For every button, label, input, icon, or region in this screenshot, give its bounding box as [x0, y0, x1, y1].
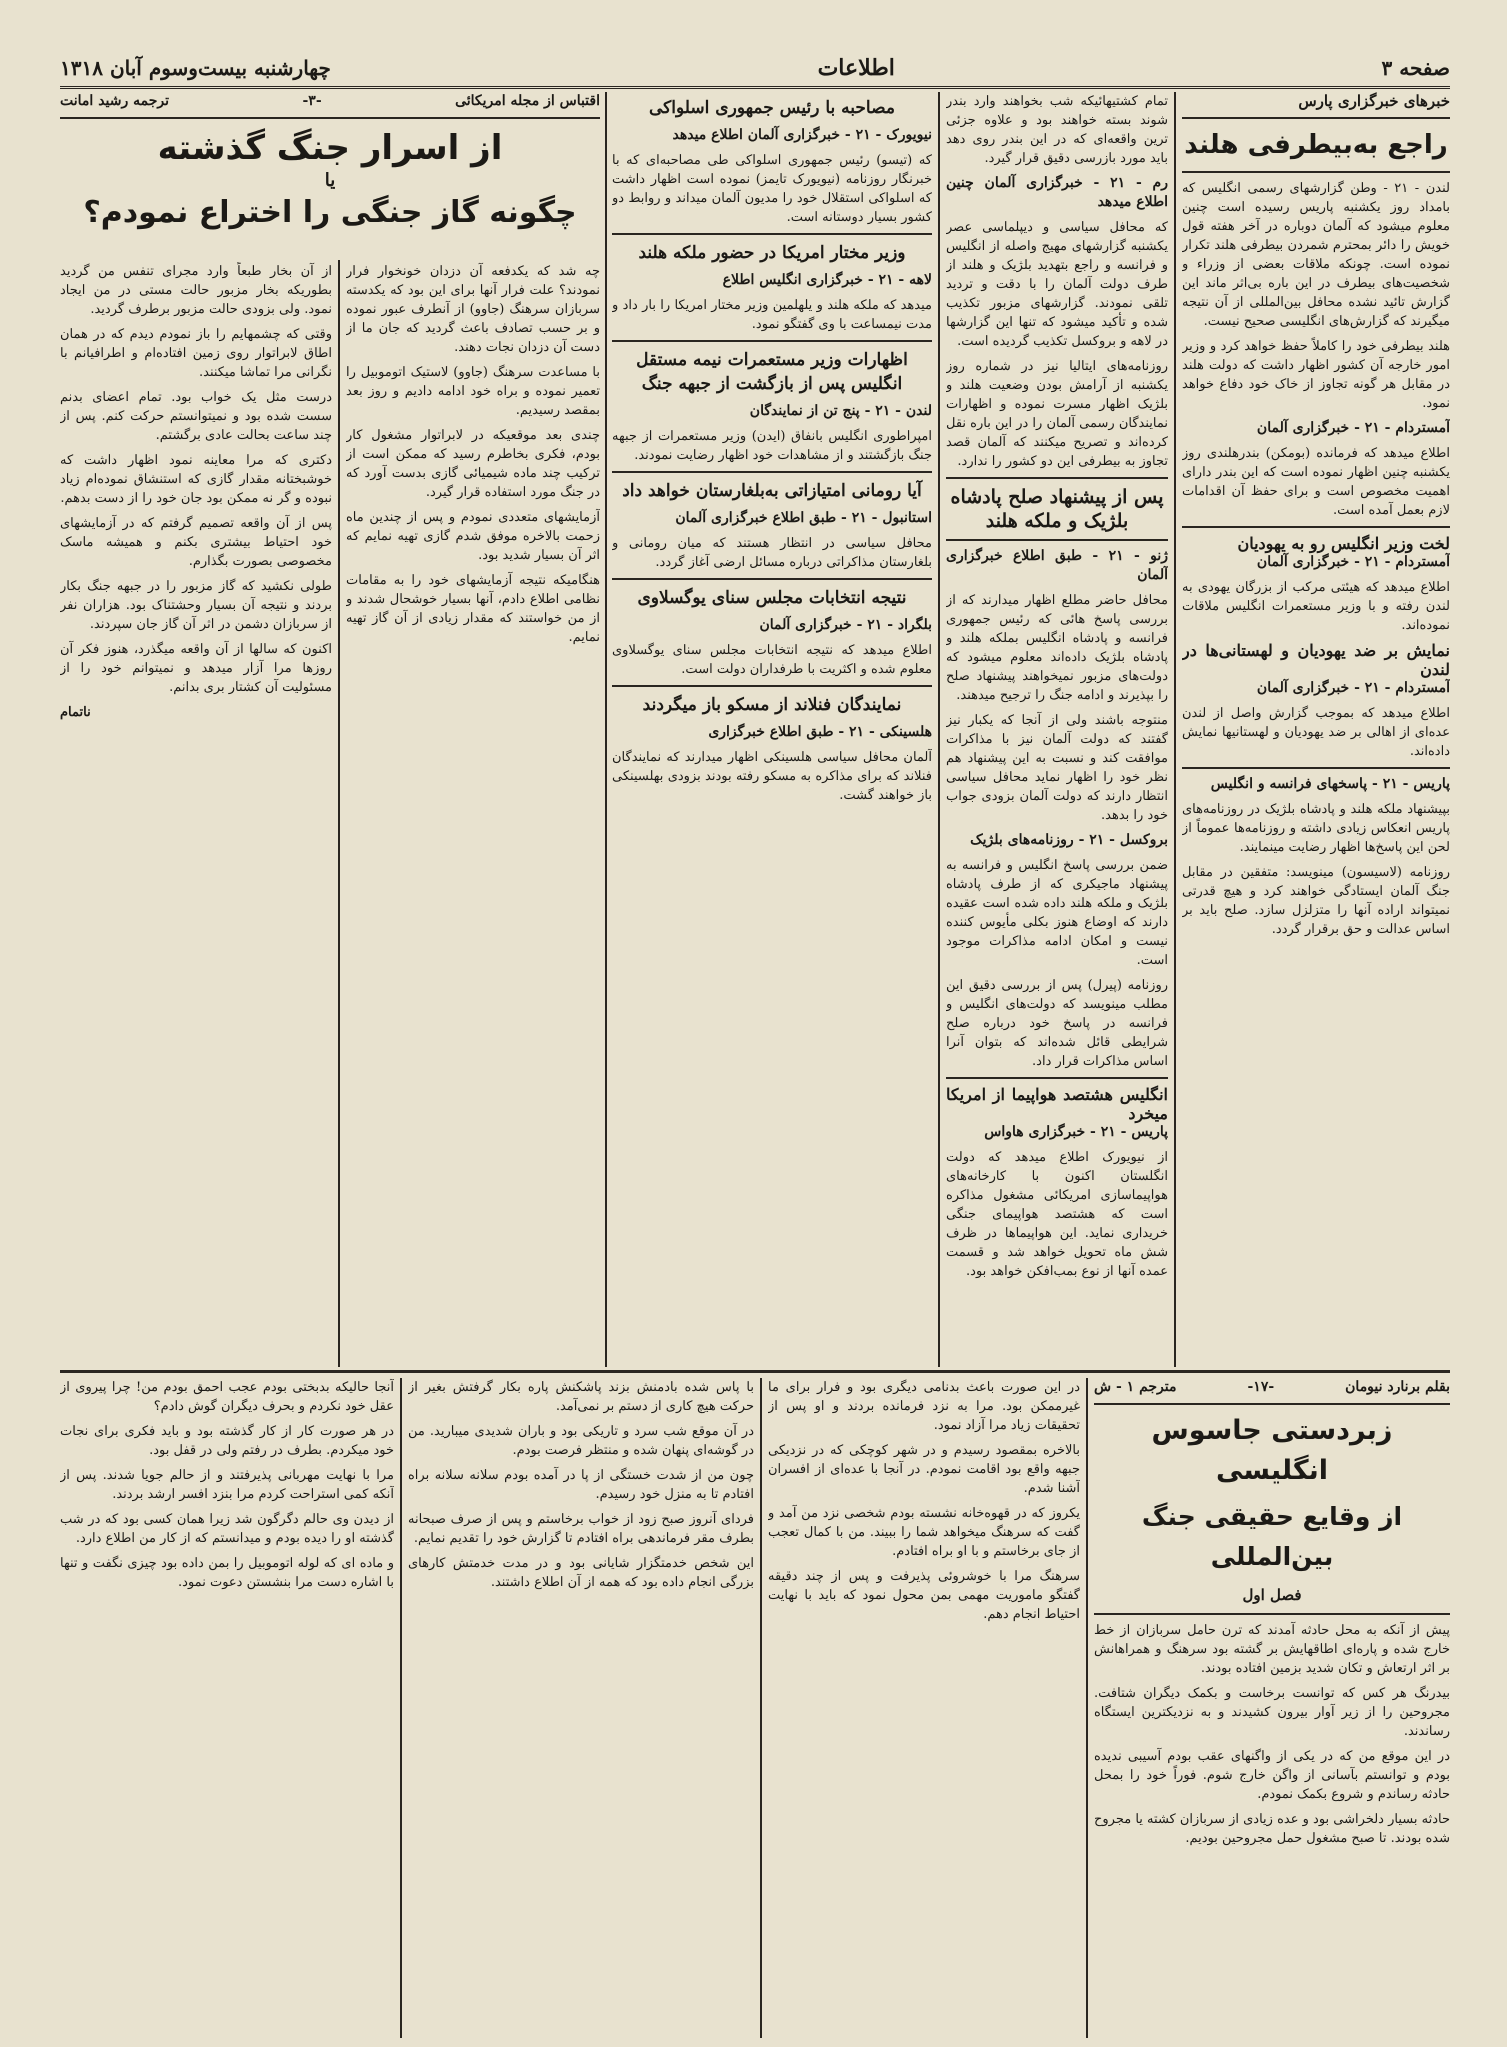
article-paragraph: و ماده ای که لوله اتوموبیل را بمن داده بود چیزی نگفت و تنها با اشاره دست مرا بنشستن دعوت نمود. — [60, 1556, 394, 1590]
dateline: لاهه - ۲۱ - خبرگزاری انگلیس اطلاع — [722, 272, 932, 288]
serial-column-4 — [60, 1378, 394, 2038]
serial-column-1 — [1094, 1378, 1450, 2038]
column-rule — [938, 92, 940, 1367]
article-paragraph: با مساعدت سرهنگ (جاوو) لاستیک اتوموبیل را تعمیر نموده و براه خود ادامه دادیم و روز بعد بمقصد رسیدیم. — [346, 365, 600, 418]
column-rule — [1174, 92, 1176, 1367]
column-rule — [760, 1378, 762, 2038]
serial-chapter: فصل اول — [1242, 1586, 1302, 1604]
article-headline: پس از پیشنهاد صلح پادشاه بلژیک و ملکه هلند — [950, 486, 1164, 532]
dateline: نیویورک - ۲۱ - خبرگزاری آلمان اطلاع میدهد — [672, 127, 932, 143]
news-column-1 — [1182, 92, 1450, 1367]
article-paragraph: فردای آنروز صبح زود از خواب برخاستم و پس از صرف صبحانه بطرف مقر فرماندهی براه افتادم تا گزارش خود را تقدیم نمایم. — [408, 1512, 754, 1546]
article-paragraph: بالاخره بمقصود رسیدم و در شهر کوچکی که در نزدیکی جبهه واقع بود اقامت نمودم. در آنجا با عده‌ای از افسران آشنا شدم. — [768, 1443, 1080, 1496]
article-paragraph: دکتری که مرا معاینه نمود اظهار داشت که خوشبختانه مقدار گازی که استنشاق نموده‌ام زیاد نبوده و گر نه ممکن بود جان خود را از دست بدهم. — [60, 453, 332, 506]
article-paragraph: هنگامیکه نتیجه آزمایشهای خود را به مقامات نظامی اطلاع دادم، آنها بسیار خوشحال شدند و از من خواستند که مقدار زیادی از آن گاز تهیه نمایم. — [346, 573, 600, 645]
dateline: پاریس - ۲۱ - خبرگزاری هاواس — [984, 1124, 1168, 1140]
column-rule — [400, 1378, 402, 2038]
article-paragraph: اطلاع میدهد که نتیجه انتخابات مجلس سنای یوگسلاوی معلوم شده و اکثریت با طرفداران دولت است. — [612, 643, 932, 677]
article-paragraph: آزمایشهای متعددی نمودم و پس از چندین ماه زحمت بالاخره موفق شدم گازی تهیه نمایم که اثر آن بسیار شدید بود. — [346, 510, 600, 563]
dateline: بروکسل - ۲۱ - روزنامه‌های بلژیک — [970, 832, 1168, 848]
serial-title: زبردستی جاسوس انگلیسی — [1151, 1415, 1393, 1486]
feature-source: اقتباس از مجله امریکائی — [455, 93, 600, 109]
article-paragraph: بپیشنهاد ملکه هلند و پادشاه بلژیک در روزنامه‌های پاریس انعکاس زیادی داشته و روزنامه‌ها عموماً از لحن این پاسخ‌ها اظهار رضایت مینمایند. — [1182, 802, 1450, 855]
article-paragraph: منتوجه باشند ولی از آنجا که یکبار نیز گفتند که دولت آلمان نیز با مذاکرات موافقت کند و نسبت به این پیشنهاد هم نظر خود را اظهار نماید محافل سیاسی انتظار دارند که دولت آلمان بزودی جواب خود را بدهد. — [946, 713, 1168, 823]
article-paragraph: از دیدن وی حالم دگرگون شد زیرا همان کسی بود که در شب گذشته او را دیده بودم و میدانستم که از کار من اطلاع دارد. — [60, 1512, 394, 1546]
article-paragraph: اطلاع میدهد که بموجب گزارش واصل از لندن عده‌ای از اهالی بر ضد یهودیان و لهستانیها نمایش داده‌اند. — [1182, 706, 1450, 759]
article-headline: لخت وزیر انگلیس رو به یهودیان — [1237, 534, 1450, 553]
article-paragraph: تمام کشتیهائیکه شب بخواهند وارد بندر شوند بسته خواهند بود و علاوه جزئی ترین واقعه‌ای که در این بندر روی دهد باید مورد بازرسی دقیق قرار گیرد. — [946, 94, 1168, 166]
article-paragraph: یکروز که در قهوه‌خانه نشسته بودم شخصی نزد من آمد و گفت که سرهنگ میخواهد شما را ببیند. من با کمال تعجب از جای برخاستم و با او براه افتادم. — [768, 1506, 1080, 1559]
dateline: هلسینکی - ۲۱ - طبق اطلاع خبرگزاری — [708, 724, 932, 740]
article-paragraph: پیش از آنکه به محل حادثه آمدند که ترن حامل سربازان از خط خارج شده و پاره‌ای اطاقهایش بر گشته بود سرهنگ و همراهانش بر اثر ارتعاش و تکان شدید بزمین افتاده بودند. — [1094, 1623, 1450, 1676]
article-paragraph: روزنامه‌های ایتالیا نیز در شماره روز یکشنبه از آرامش بودن وضعیت هلند و بلژیک اظهار مسرت نموده و اظهارات نمایندگان رسمی آلمان را در این باره نقل کرده‌اند و تصریح میکنند که آلمان قصد تجاوز به بیطرفی این دو کشور را ندارد. — [946, 359, 1168, 469]
dateline: آمستردام - ۲۱ - خبرگزاری آلمان — [1256, 420, 1450, 436]
article-paragraph: هلند بیطرفی خود را کاملاً حفظ خواهد کرد و وزیر امور خارجه آن کشور اظهار داشت که دولت هلند در مقابل هر گونه تجاوز از خاک خود دفاع خواهد نمود. — [1182, 339, 1450, 411]
article-headline: نمایش بر ضد یهودیان و لهستانی‌ها در لندن — [1182, 641, 1450, 679]
article-paragraph: از آن بخار طبعاً وارد مجرای تنفس من گردید بطوریکه بخار مزبور حالت مستی در من ایجاد نمود. ولی بزودی حالت مزبور برطرف گردید. — [60, 264, 332, 317]
article-paragraph: مرا با نهایت مهربانی پذیرفتند و از حالم جویا شدند. پس از آنکه کمی استراحت کردم مرا بنزد افسر ارشد بردند. — [60, 1468, 394, 1502]
article-paragraph: آنجا حالیکه بدبختی بودم عجب احمق بودم من! چرا پیروی از عقل خود نکردم و بحرف دیگران گوش دادم؟ — [60, 1380, 394, 1414]
article-paragraph: از نیویورک اطلاع میدهد که دولت انگلستان اکنون با کارخانه‌های هواپیماسازی امریکائی مشغول مذاکره است که هشتصد هواپیمای جنگی خریداری نماید. این هواپیماها در ظرف شش ماه تحویل خواهد شد و قسمت عمده آنها از نوع بمب‌افکن خواهد بود. — [946, 1150, 1168, 1279]
feature-column-1 — [346, 262, 600, 1367]
dateline: آمستردام - ۲۱ - خبرگزاری آلمان — [1256, 554, 1450, 570]
feature-subtitle: چگونه گاز جنگی را اختراع نمودم؟ — [83, 195, 577, 230]
article-paragraph: لندن - ۲۱ - وطن گزارشهای رسمی انگلیس که بامداد روز یکشنبه پاریس رسیده است چنین معلوم میشود که آلمان دوباره در آخر هفته قول خویش را دائر بمحترم شمردن بیطرفی هلند تکرار نموده است. چونکه ملاقات بعضی از وزراء و شخصیت‌های بیطرف در این باره بی‌اثر ماند این گزارش تائید نشده محافل بین‌المللی از آن نتیجه میگیرند که گزارش‌های انگلیسی صحیح نیست. — [1182, 181, 1450, 329]
feature-connector: یا — [324, 170, 336, 191]
article-paragraph: محافل حاضر مطلع اظهار میدارند که از بررسی پاسخ هائی که رئیس جمهوری فرانسه و پادشاه انگلیس بملکه هلند و پادشاه بلژیک داده‌اند معلوم میشود که دولت‌های مزبور نمیخواهند پیشنهاد صلح را بپذیرند و ادامه جنگ را ترجیح میدهند. — [946, 593, 1168, 703]
article-headline: اظهارات وزیر مستعمرات نیمه مستقل انگلیس پس از بازگشت از جبهه جنگ — [636, 350, 908, 394]
news-column-2 — [946, 92, 1168, 1367]
article-paragraph: سرهنگ مرا با خوشروئی پذیرفت و پس از چند دقیقه گفتگو ماموریت مهمی بمن محول نمود که باید با نهایت احتیاط انجام دهم. — [768, 1569, 1080, 1622]
article-paragraph: در هر صورت کار از کار گذشته بود و باید فکری برای نجات خود میکردم. بطرف در رفتم ولی در قفل بود. — [60, 1424, 394, 1458]
article-paragraph: آلمان محافل سیاسی هلسینکی اظهار میدارند که نمایندگان فنلاند که برای مذاکره به مسکو رفته بودند بزودی بهلسینکی باز خواهند گشت. — [612, 750, 932, 803]
article-headline: وزیر مختار امریکا در حضور ملکه هلند — [638, 243, 906, 263]
serial-author: بقلم برنارد نیومان — [1345, 1379, 1450, 1395]
serial-column-3 — [408, 1378, 754, 2038]
article-paragraph: محافل سیاسی در انتظار هستند که میان رومانی و بلغارستان مذاکراتی درباره مسائل ارضی آغاز گردد. — [612, 536, 932, 570]
article-paragraph: ضمن بررسی پاسخ انگلیس و فرانسه به پیشنهاد ماجیکری که از طرف پادشاه بلژیک و ملکه هلند داده شده است عقیده دارند که اوضاع هنوز بکلی مأیوس کننده نیست و امکان ادامه مذاکرات موجود است. — [946, 858, 1168, 968]
article-paragraph: اطلاع میدهد که هیئتی مرکب از بزرگان یهودی به لندن رفته و با وزیر مستعمرات انگلیس ملاقات نموده‌اند. — [1182, 580, 1450, 633]
dateline: بلگراد - ۲۱ - خبرگزاری آلمان — [759, 617, 932, 633]
issue-date: چهارشنبه بیست‌وسوم آبان ۱۳۱۸ — [60, 56, 331, 80]
dateline: رم - ۲۱ - خبرگزاری آلمان چنین اطلاع میدهد — [946, 175, 1168, 210]
article-paragraph: این شخص خدمتگزار شایانی بود و در مدت خدمتش کارهای بزرگی انجام داده بود که همه از آن اطلاع داشتند. — [408, 1556, 754, 1590]
column-rule — [1086, 1378, 1088, 2038]
feature-part: -۳- — [302, 93, 322, 109]
article-headline: مصاحبه با رئیس جمهوری اسلواکی — [649, 98, 895, 118]
article-paragraph: حادثه بسیار دلخراشی بود و عده زیادی از سربازان کشته یا مجروح شده بودند. تا صبح مشغول حمل مجروحین بودیم. — [1094, 1812, 1450, 1846]
article-paragraph: اطلاع میدهد که فرمانده (بومکن) بندرهلندی روز یکشنبه چنین اظهار نموده است که این بندر دارای اهمیت مخصوص است و برای حفظ آن اقدامات لازم بعمل آمده است. — [1182, 446, 1450, 518]
dateline: استانبول - ۲۱ - طبق اطلاع خبرگزاری آلمان — [675, 510, 932, 526]
serial-translator: مترجم ۱ - ش — [1094, 1379, 1177, 1395]
article-paragraph: امپراطوری انگلیس بانفاق (ایدن) وزیر مستعمرات از جبهه جنگ بازگشتند و از مشاهدات خود اظهار رضایت نمودند. — [612, 429, 932, 463]
article-headline: آیا رومانی امتیازاتی به‌بلغارستان خواهد داد — [622, 481, 922, 501]
continued-mark: ناتمام — [60, 705, 91, 720]
dateline: ژنو - ۲۱ - طبق اطلاع خبرگزاری آلمان — [946, 548, 1168, 583]
article-paragraph: روزنامه (پیرل) پس از بررسی دقیق این مطلب مینویسد که دولت‌های انگلیس و فرانسه در پاسخ خود درباره صلح شرایطی قائل شده‌اند که بتوان آنرا اساس مذاکرات قرار داد. — [946, 978, 1168, 1069]
serial-subtitle: از وقایع حقیقی جنگ بین‌المللی — [1141, 1502, 1403, 1571]
page-number: صفحه ۳ — [1381, 56, 1450, 80]
news-column-3 — [612, 92, 932, 1367]
feature-header — [60, 92, 600, 257]
article-paragraph: میدهد که ملکه هلند و یلهلمین وزیر مختار امریکا را بار داد و مدت نیمساعت با وی گفتگو نمود. — [612, 298, 932, 332]
article-paragraph: اکنون که سالها از آن واقعه میگذرد، هنوز فکر آن روزها مرا آزار میدهد و نمیتوانم خود را از مسئولیت آن کشتار بری بدانم. — [60, 642, 332, 695]
dateline: پاریس - ۲۱ - پاسخهای فرانسه و انگلیس — [1210, 776, 1450, 792]
article-paragraph: پس از آن واقعه تصمیم گرفتم که در آزمایشهای خود احتیاط بیشتری بکنم و همیشه ماسک مخصوصی بصورت بگذارم. — [60, 516, 332, 569]
article-paragraph: چون من از شدت خستگی از پا در آمده بودم سلانه سلانه براه افتادم تا به منزل خود رسیدم. — [408, 1468, 754, 1502]
feature-title: از اسرار جنگ گذشته — [157, 128, 503, 168]
article-paragraph: چندی بعد موقعیکه در لابراتوار مشغول کار بودم، فکری بخاطرم رسید که ممکن است از ترکیب چند ماده شیمیائی گازی بدست آورد که در جنگ مورد استفاده قرار گیرد. — [346, 428, 600, 500]
article-paragraph: وقتی که چشمهایم را باز نمودم دیدم که در همان اطاق لابراتوار روی زمین افتاده‌ام و اطرافیانم با نگرانی مرا تماشا میکنند. — [60, 327, 332, 380]
article-paragraph: در این صورت باعث بدنامی دیگری بود و فرار برای ما غیرممکن بود. مرا به نزد فرمانده بردند و او پس از تحقیقات زیاد مرا آزاد نمود. — [768, 1380, 1080, 1433]
dateline: لندن - ۲۱ - پنج تن از نمایندگان — [749, 403, 932, 419]
article-paragraph: با پاس شده بادمنش بزند پاشکنش پاره بکار گرفتش بغیر از حرکت هیچ کاری از دستم بر نمی‌آمد. — [408, 1380, 754, 1414]
feature-translator: ترجمه رشید امانت — [60, 93, 170, 109]
serial-column-2 — [768, 1378, 1080, 2038]
article-paragraph: طولی نکشید که گاز مزبور را در جبهه جنگ بکار بردند و نتیجه آن بسیار وحشتناک بود. هزاران نفر از سربازان دشمن در اثر آن گاز جان سپردند. — [60, 579, 332, 632]
article-paragraph: روزنامه (لاسیسون) مینویسد: متفقین در مقابل جنگ آلمان ایستادگی خواهند کرد و هیچ قدرتی نمیتواند اراده آنها را متزلزل سازد. صلح باید بر اساس عدالت و حق برقرار گردد. — [1182, 865, 1450, 937]
article-headline: راجع به‌بیطرفی هلند — [1184, 130, 1448, 160]
column-rule — [338, 260, 340, 1367]
newspaper-title: اطلاعات — [817, 55, 895, 81]
dateline: آمستردام - ۲۱ - خبرگزاری آلمان — [1256, 680, 1450, 696]
article-paragraph: درست مثل یک خواب بود. تمام اعضای بدنم سست شده بود و نمیتوانستم حرکت کنم. پس از چند ساعت بحالت عادی برگشتم. — [60, 390, 332, 443]
article-headline: نمایندگان فنلاند از مسکو باز میگردند — [642, 695, 902, 715]
article-paragraph: در آن موقع شب سرد و تاریکی بود و باران شدیدی میبارید. من در گوشه‌ای پنهان شده و منتظر فرصت بودم. — [408, 1424, 754, 1458]
article-headline: نتیجه انتخابات مجلس سنای یوگسلاوی — [637, 588, 907, 608]
article-paragraph: که (تیسو) رئیس جمهوری اسلواکی طی مصاحبه‌ای که با خبرنگار روزنامه (نیویورک تایمز) نموده است اظهار داشت که اسلواکی استقلال خود را مدیون آلمان میداند و روابط دو کشور بسیار دوستانه است. — [612, 153, 932, 225]
article-paragraph: بیدرنگ هر کس که توانست برخاست و بکمک دیگران شتافت. مجروحین را از زیر آوار بیرون کشیدند و به نزدیکترین ایستگاه رساندند. — [1094, 1686, 1450, 1739]
article-paragraph: چه شد که یکدفعه آن دزدان خونخوار فرار نمودند؟ علت فرار آنها برای این بود که یکدسته سربازان سرهنگ (جاوو) از آنطرف عبور نموده و بر حسب تصادف باعث گردید که جان ما از دست آن دزدان نجات دهند. — [346, 264, 600, 355]
article-paragraph: که محافل سیاسی و دیپلماسی عصر یکشنبه گزارشهای مهیج واصله از انگلیس و فرانسه و راجع بتهدید بلژیک و هلند از طرف دولت آلمان را با دقت و تردید تلقی نمودند. گزارشهای مزبور تکذیب شده و تأکید میشود که تنها این گزارشها در لاهه و بروکسل تکذیب گردیده است. — [946, 220, 1168, 349]
section-rule — [60, 1370, 1450, 1373]
article-headline: انگلیس هشتصد هواپیما از امریکا میخرد — [946, 1085, 1168, 1123]
column-rule — [605, 92, 607, 1367]
serial-part: -۱۷- — [1247, 1379, 1275, 1395]
article-paragraph: در این موقع من که در یکی از واگنهای عقب بودم آسیبی ندیده بودم و توانستم بآسانی از واگن خارج شوم. فوراً خود را بمحل حادثه رساندم و شروع بکمک نمودم. — [1094, 1749, 1450, 1802]
section-label: خبرهای خبرگزاری پارس — [1298, 92, 1450, 110]
feature-column-2 — [60, 262, 332, 1367]
masthead — [60, 50, 1450, 89]
